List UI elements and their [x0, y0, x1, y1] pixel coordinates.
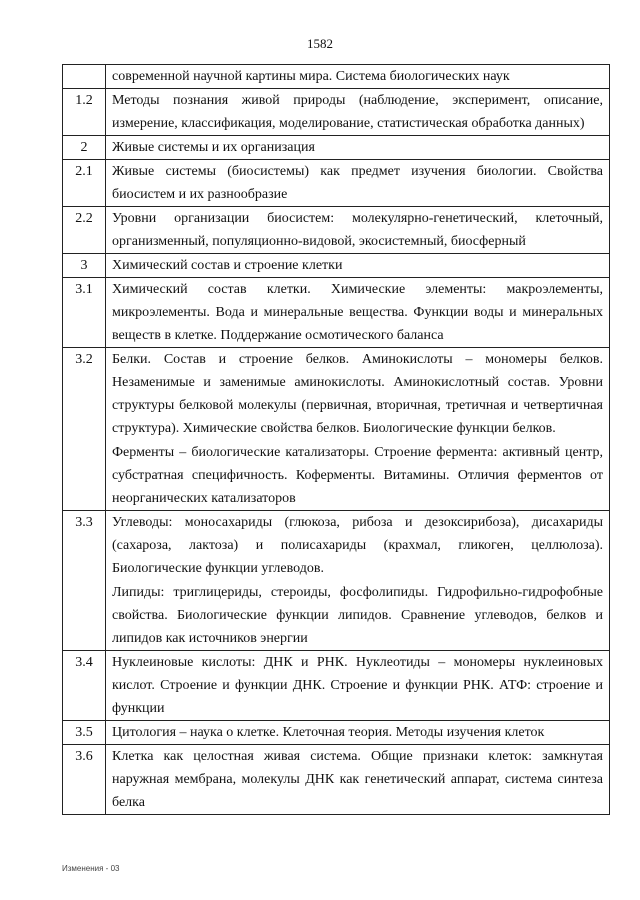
- row-paragraph: современной научной картины мира. Система биологических наук: [112, 69, 510, 84]
- table-row: [63, 254, 610, 278]
- table-row: [63, 160, 610, 207]
- row-paragraph: Уровни организации биосистем: молекулярно-генетический, клеточный, организменный, популяционно-видовой, экосистемный, биосферный: [112, 211, 603, 249]
- row-content: [106, 254, 610, 278]
- row-paragraph: Липиды: триглицериды, стероиды, фосфолипиды. Гидрофильно-гидрофобные свойства. Биологические функции липидов. Сравнение углеводов, белков и липидов как источников энергии: [112, 585, 603, 646]
- row-content: [106, 207, 610, 254]
- row-number: 2.2: [63, 207, 106, 254]
- row-content: [106, 348, 610, 511]
- table-row: [63, 348, 610, 511]
- row-paragraph: Ферменты – биологические катализаторы. Строение фермента: активный центр, субстратная специфичность. Коферменты. Витамины. Отличия ферментов от неорганических катализаторов: [112, 445, 603, 506]
- row-content: [106, 65, 610, 89]
- table-body: [63, 65, 610, 815]
- row-paragraph: Клетка как целостная живая система. Общие признаки клеток: замкнутая наружная мембрана, молекулы ДНК как генетический аппарат, система синтеза белка: [112, 749, 603, 810]
- row-content: [106, 651, 610, 721]
- row-paragraph: Нуклеиновые кислоты: ДНК и РНК. Нуклеотиды – мономеры нуклеиновых кислот. Строение и функции ДНК. Строение и функции РНК. АТФ: строение и функции: [112, 655, 603, 716]
- table-row: [63, 651, 610, 721]
- page-number: 1582: [307, 36, 333, 51]
- row-number: 2: [63, 136, 106, 160]
- row-paragraph: Живые системы и их организация: [112, 140, 315, 155]
- row-number: [63, 65, 106, 89]
- row-paragraph: Цитология – наука о клетке. Клеточная теория. Методы изучения клеток: [112, 725, 545, 740]
- row-paragraph: Химический состав и строение клетки: [112, 258, 343, 273]
- row-paragraph: Методы познания живой природы (наблюдение, эксперимент, описание, измерение, классификация, моделирование, статистическая обработка данных): [112, 93, 603, 131]
- row-number: 3.3: [63, 511, 106, 651]
- table-row: [63, 721, 610, 745]
- row-content: [106, 511, 610, 651]
- row-paragraph: Белки. Состав и строение белков. Аминокислоты – мономеры белков. Незаменимые и заменимые аминокислоты. Аминокислотный состав. Уровни структуры белковой молекулы (первичная, вторичная, третичная и четвертичная структура). Химические свойства белков. Биологические функции белков.: [112, 352, 603, 436]
- table-row: [63, 511, 610, 651]
- row-number: 3.5: [63, 721, 106, 745]
- row-paragraph: Живые системы (биосистемы) как предмет изучения биологии. Свойства биосистем и их разнообразие: [112, 164, 603, 202]
- row-number: 3.6: [63, 745, 106, 815]
- row-content: [106, 89, 610, 136]
- footer-revision: Изменения - 03: [62, 864, 120, 873]
- row-content: [106, 160, 610, 207]
- table-row: [63, 65, 610, 89]
- row-paragraph: Химический состав клетки. Химические элементы: макроэлементы, микроэлементы. Вода и минеральные вещества. Функции воды и минеральных веществ в клетке. Поддержание осмотического баланса: [112, 282, 603, 343]
- row-number: 3.2: [63, 348, 106, 511]
- row-number: 2.1: [63, 160, 106, 207]
- content-table: [62, 64, 610, 815]
- row-number: 3: [63, 254, 106, 278]
- row-content: [106, 136, 610, 160]
- table-row: [63, 278, 610, 348]
- row-number: 3.4: [63, 651, 106, 721]
- row-content: [106, 278, 610, 348]
- table-row: [63, 136, 610, 160]
- table-row: [63, 745, 610, 815]
- row-content: [106, 745, 610, 815]
- table-row: [63, 207, 610, 254]
- table-row: [63, 89, 610, 136]
- row-number: 3.1: [63, 278, 106, 348]
- row-number: 1.2: [63, 89, 106, 136]
- row-content: [106, 721, 610, 745]
- row-paragraph: Углеводы: моносахариды (глюкоза, рибоза и дезоксирибоза), дисахариды (сахароза, лактоза) и полисахариды (крахмал, гликоген, целлюлоза). Биологические функции углеводов.: [112, 515, 603, 576]
